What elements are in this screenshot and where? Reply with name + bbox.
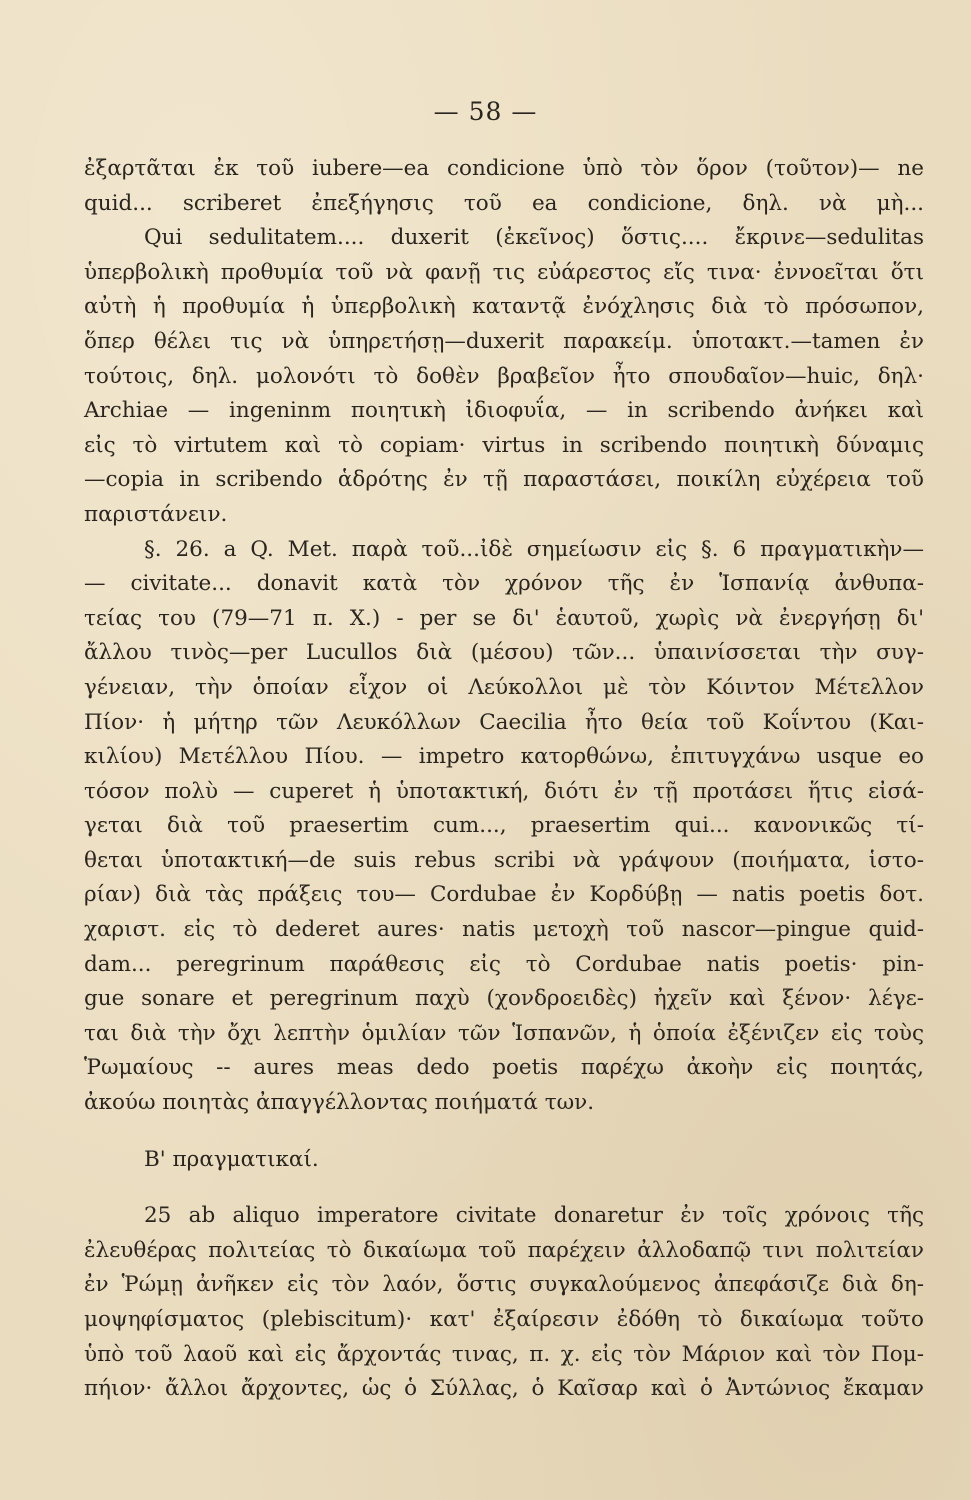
text-line: ἄλλου τινὸς—per Lucullos διὰ (μέσου) τῶν... ὑπαινίσσεται τὴν συγ- xyxy=(84,640,924,666)
text-line: παριστάνειν. xyxy=(84,501,228,527)
text-line: ὅπερ θέλει τις νὰ ὑπηρετήσῃ—duxerit παρακείμ. ὑποτακτ.—tamen ἐν xyxy=(84,328,924,354)
text-line: dam... peregrinum παράθεσις εἰς τὸ Cordubae natis poetis· pin- xyxy=(84,951,924,977)
text-line: κιλίου) Μετέλλου Πίου. — impetro κατορθώνω, ἐπιτυγχάνω usque eo xyxy=(84,744,924,770)
text-line: Archiae — ingeninm ποιητικὴ ἰδιοφυΐα, — in scribendo ἀνήκει καὶ xyxy=(84,398,924,424)
text-line: —copia in scribendo ἁδρότης ἐν τῇ παραστάσει, ποικίλη εὐχέρεια τοῦ xyxy=(84,467,924,493)
text-line: ὑπερβολικὴ προθυμία τοῦ νὰ φανῇ τις εὐάρεστος εἴς τινα· ἐννοεῖται ὅτι xyxy=(84,259,924,285)
text-line: ἐν Ῥώμῃ ἀνῆκεν εἰς τὸν λαόν, ὅστις συγκαλούμενος ἀπεφάσιζε διὰ δη- xyxy=(84,1272,924,1298)
text-line: Qui sedulitatem.... duxerit (ἐκεῖνος) ὅστις.... ἔκρινε—sedulitas xyxy=(144,225,924,251)
text-line: τείας του (79—71 π. Χ.) - per se δι' ἑαυτοῦ, χωρὶς νὰ ἐνεργήσῃ δι' xyxy=(84,605,924,631)
text-line: ἐξαρτᾶται ἐκ τοῦ iubere—ea condicione ὑπὸ τὸν ὅρον (τοῦτον)— ne xyxy=(84,156,924,181)
page-number: — 58 — xyxy=(433,97,538,126)
text-line: εἰς τὸ virtutem καὶ τὸ copiam· virtus in scribendo ποιητικὴ δύναμις xyxy=(84,432,924,458)
body-text xyxy=(84,152,924,1407)
text-line: ἐλευθέρας πολιτείας τὸ δικαίωμα τοῦ παρέχειν ἀλλοδαπῷ τινι πολιτείαν xyxy=(84,1237,924,1263)
text-line: — civitate... donavit κατὰ τὸν χρόνον τῆς ἐν Ἱσπανίᾳ ἀνθυπα- xyxy=(84,571,924,597)
text-line: αὐτὴ ἡ προθυμία ἡ ὑπερβολικὴ καταντᾷ ἐνόχλησις διὰ τὸ πρόσωπον, xyxy=(84,294,924,320)
text-line: τούτοις, δηλ. μολονότι τὸ δοθὲν βραβεῖον ἦτο σπουδαῖον—huic, δηλ· xyxy=(84,363,924,389)
text-line: τόσον πολὺ — cuperet ἡ ὑποτακτική, διότι ἐν τῇ προτάσει ἥτις εἰσά- xyxy=(84,778,924,804)
paragraph-3 xyxy=(84,1199,924,1407)
text-line: ρίαν) διὰ τὰς πράξεις του— Cordubae ἐν Κορδύβῃ — natis poetis δοτ. xyxy=(84,882,924,908)
text-line: χαριστ. εἰς τὸ dederet aures· natis μετοχὴ τοῦ nascor—pingue quid- xyxy=(84,917,924,943)
text-line: γένειαν, τὴν ὁποίαν εἶχον οἱ Λεύκολλοι μὲ τὸν Κόιντον Μέτελλον xyxy=(84,674,924,700)
text-line: Πίον· ἡ μήτηρ τῶν Λευκόλλων Caecilia ἦτο θεία τοῦ Κοΐντου (Και- xyxy=(84,709,924,735)
text-line: πήιον· ἄλλοι ἄρχοντες, ὡς ὁ Σύλλας, ὁ Καῖσαρ καὶ ὁ Ἀντώνιος ἔκαμαν xyxy=(84,1376,924,1402)
paragraph-1 xyxy=(84,152,924,533)
text-line: §. 26. a Q. Met. παρὰ τοῦ...ἰδὲ σημείωσιν εἰς §. 6 πραγματικὴν— xyxy=(144,536,924,562)
text-line: ἀκούω ποιητὰς ἀπαγγέλλοντας ποιήματά των. xyxy=(84,1090,595,1116)
text-line: ὑπὸ τοῦ λαοῦ καὶ εἰς ἄρχοντάς τινας, π. χ. εἰς τὸν Μάριον καὶ τὸν Πομ- xyxy=(84,1341,924,1367)
spacer xyxy=(84,1177,924,1199)
text-line: gue sonare et peregrinum παχὺ (χονδροειδὲς) ἠχεῖν καὶ ξένον· λέγε- xyxy=(84,986,924,1012)
text-line: γεται διὰ τοῦ praesertim cum..., praesertim qui... κανονικῶς τί- xyxy=(84,813,924,839)
text-line: ται διὰ τὴν ὄχι λεπτὴν ὁμιλίαν τῶν Ἱσπανῶν, ἡ ὁποία ἐξένιζεν εἰς τοὺς xyxy=(84,1020,924,1046)
section-heading: Β' πραγματικαί. xyxy=(144,1146,319,1172)
paragraph-2 xyxy=(84,533,924,1121)
spacer xyxy=(84,1121,924,1143)
text-line: μοψηφίσματος (plebiscitum)· κατ' ἐξαίρεσιν ἐδόθη τὸ δικαίωμα τοῦτο xyxy=(84,1307,924,1332)
text-line: 25 ab aliquo imperatore civitate donaretur ἐν τοῖς χρόνοις τῆς xyxy=(144,1203,924,1229)
text-line: Ῥωμαίους -- aures meas dedo poetis παρέχω ἀκοὴν εἰς ποιητάς, xyxy=(84,1055,924,1081)
text-line: quid... scriberet ἐπεξήγησις τοῦ ea condicione, δηλ. νὰ μὴ... xyxy=(84,190,924,216)
text-line: θεται ὑποτακτική—de suis rebus scribi νὰ γράψουν (ποιήματα, ἱστο- xyxy=(84,847,924,873)
